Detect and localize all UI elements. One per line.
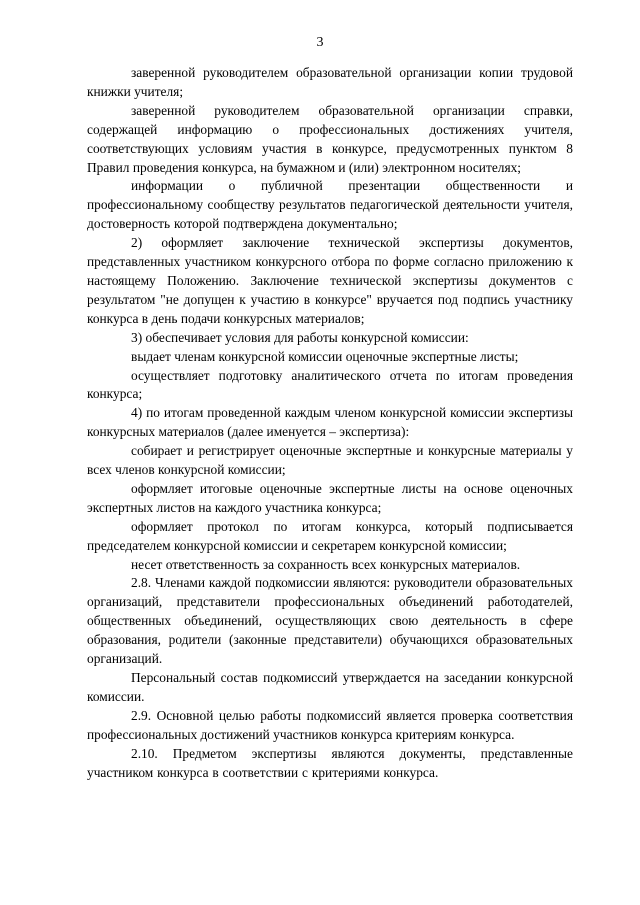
paragraph-copy-workbook: заверенной руководителем образовательной организации копии трудовой книжки учителя; xyxy=(87,65,573,99)
paragraph-subcommission-composition: Персональный состав подкомиссий утверждается на заседании конкурсной комиссии. xyxy=(87,670,573,704)
page-number: 3 xyxy=(316,35,324,50)
paragraph-issues-sheets: выдает членам конкурсной комиссии оценочные экспертные листы; xyxy=(131,348,519,364)
paragraph-responsibility: несет ответственность за сохранность всех конкурсных материалов. xyxy=(131,556,521,572)
paragraph-collects-materials: собирает и регистрирует оценочные экспертные и конкурсные материалы у всех членов конкурсной комиссии; xyxy=(87,443,573,478)
paragraph-expertise-results: 4) по итогам проведенной каждым членом конкурсной комиссии экспертизы конкурсных материалов (далее именуется – экспертиза): xyxy=(87,405,573,440)
paragraph-achievements-certificate: заверенной руководителем образовательной организации справки, содержащей информацию о профессиональных достижениях учителя, соответствующих условиям участия в конкурсе, предусмотренных пунктом 8 Правил проведения конкурса, на бумажном и (или) электронном носителях; xyxy=(87,102,573,175)
paragraph-technical-expertise: 2) оформляет заключение технической экспертизы документов, представленных участником конкурсного отбора по форме согласно приложению к настоящему Положению. Заключение технической экспертизы документов с результатом "не допущен к участию в конкурсе" вручается под подпись участнику конкурса в день подачи конкурсных материалов; xyxy=(87,235,573,326)
paragraph-protocol: оформляет протокол по итогам конкурса, который подписывается председателем конкурсной комиссии и секретарем конкурсной комиссии; xyxy=(87,518,573,553)
paragraph-final-sheets: оформляет итоговые оценочные экспертные листы на основе оценочных экспертных листов на каждого участника конкурса; xyxy=(87,480,573,515)
paragraph-section-2-8: 2.8. Членами каждой подкомиссии являются: руководители образовательных организаций, представители профессиональных объединений работодателей, общественных объединений, осуществляющих свою деятельность в сфере образования, родители (законные представители) обучающихся образовательных организаций. xyxy=(87,575,573,667)
document-body xyxy=(87,64,573,782)
paragraph-commission-conditions: 3) обеспечивает условия для работы конкурсной комиссии: xyxy=(131,329,469,345)
paragraph-analytical-report: осуществляет подготовку аналитического отчета по итогам проведения конкурса; xyxy=(87,367,573,402)
paragraph-public-presentation: информации о публичной презентации общественности и профессиональному сообществу результатов педагогической деятельности учителя, достоверность которой подтверждена документально; xyxy=(87,178,573,232)
paragraph-section-2-9: 2.9. Основной целью работы подкомиссий является проверка соответствия профессиональных достижений участников конкурса критериям конкурса. xyxy=(87,707,573,742)
paragraph-section-2-10: 2.10. Предметом экспертизы являются документы, представленные участником конкурса в соответствии с критериями конкурса. xyxy=(87,745,573,780)
